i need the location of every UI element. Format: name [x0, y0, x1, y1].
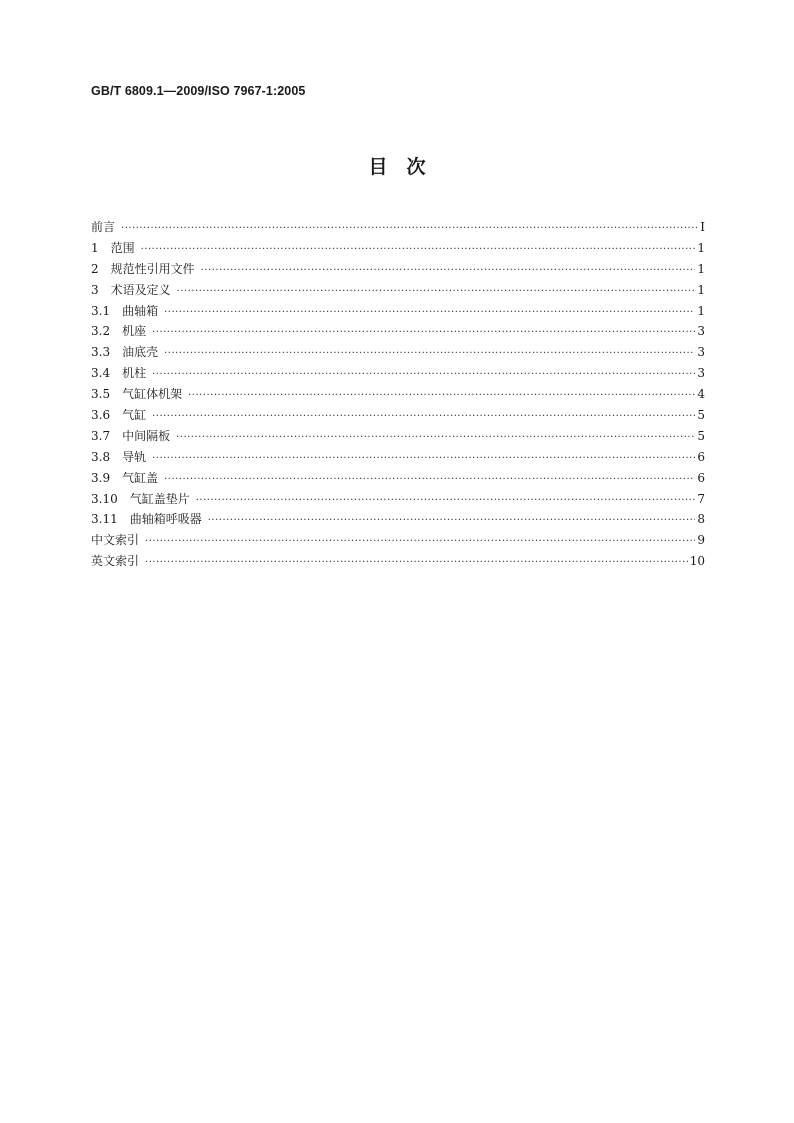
- toc-leader-dots: [145, 536, 695, 547]
- toc-entry-page: 1: [697, 282, 705, 297]
- toc-leader-dots: [164, 474, 695, 485]
- toc-entry-page: 5: [697, 428, 705, 443]
- toc-entry-label: 英文索引: [91, 554, 140, 569]
- toc-entry-label: 3.1 曲轴箱: [91, 303, 159, 318]
- toc-entry-page: 9: [697, 533, 705, 548]
- toc-entry-3-1[interactable]: [91, 302, 705, 323]
- toc-entry-page: 6: [697, 449, 705, 464]
- toc-entry-3-5[interactable]: [91, 385, 705, 406]
- toc-leader-dots: [152, 453, 695, 464]
- toc-entry-label: 2 规范性引用文件: [91, 261, 195, 276]
- toc-entry-scope[interactable]: [91, 239, 705, 260]
- standard-number: GB/T 6809.1—2009/ISO 7967-1:2005: [91, 84, 306, 98]
- toc-entry-page: 6: [697, 470, 705, 485]
- toc-entry-label: 3.8 导轨: [91, 449, 147, 464]
- toc-entry-label: 3.2 机座: [91, 324, 147, 339]
- toc-entry-page: 4: [697, 387, 705, 402]
- toc-leader-dots: [141, 244, 696, 255]
- toc-leader-dots: [121, 223, 698, 234]
- toc-entry-page: 1: [697, 261, 705, 276]
- toc-entry-3-11[interactable]: [91, 510, 705, 531]
- toc-entry-label: 3.3 油底壳: [91, 345, 159, 360]
- toc-entry-foreword[interactable]: [91, 218, 705, 239]
- toc-entry-label: 3.4 机柱: [91, 366, 147, 381]
- toc-entry-page: 1: [697, 240, 705, 255]
- toc-leader-dots: [208, 515, 696, 526]
- page-title: 目 次: [368, 156, 426, 178]
- toc-entry-page: 3: [697, 324, 705, 339]
- toc-entry-3-2[interactable]: [91, 322, 705, 343]
- table-of-contents: [91, 218, 705, 573]
- toc-entry-label: 3.6 气缸: [91, 408, 147, 423]
- toc-entry-terms-definitions[interactable]: [91, 281, 705, 302]
- toc-entry-chinese-index[interactable]: [91, 531, 705, 552]
- toc-leader-dots: [176, 432, 695, 443]
- toc-leader-dots: [152, 327, 695, 338]
- toc-entry-label: 中文索引: [91, 533, 140, 548]
- toc-entry-label: 3 术语及定义: [91, 282, 171, 297]
- toc-leader-dots: [152, 369, 695, 380]
- toc-entry-label: 3.5 气缸体机架: [91, 387, 183, 402]
- toc-entry-page: 8: [697, 512, 705, 527]
- toc-entry-label: 前言: [91, 220, 116, 234]
- toc-entry-3-10[interactable]: [91, 490, 705, 511]
- toc-leader-dots: [196, 495, 696, 506]
- toc-entry-page: 3: [697, 345, 705, 360]
- toc-leader-dots: [201, 265, 696, 276]
- toc-entry-label: 1 范围: [91, 240, 135, 255]
- toc-entry-label: 3.10 气缸盖垫片: [91, 491, 190, 506]
- toc-leader-dots: [145, 557, 688, 568]
- toc-entry-label: 3.9 气缸盖: [91, 470, 159, 485]
- toc-entry-normative-references[interactable]: [91, 260, 705, 281]
- toc-entry-english-index[interactable]: [91, 552, 705, 573]
- toc-leader-dots: [188, 390, 695, 401]
- toc-leader-dots: [164, 307, 695, 318]
- toc-entry-page: 3: [697, 366, 705, 381]
- toc-entry-3-8[interactable]: [91, 448, 705, 469]
- toc-entry-label: 3.7 中间隔板: [91, 428, 171, 443]
- toc-entry-label: 3.11 曲轴箱呼吸器: [91, 512, 202, 527]
- toc-entry-3-6[interactable]: [91, 406, 705, 427]
- toc-leader-dots: [152, 411, 695, 422]
- toc-entry-3-7[interactable]: [91, 427, 705, 448]
- toc-leader-dots: [164, 348, 695, 359]
- toc-entry-page: 5: [697, 408, 705, 423]
- toc-entry-3-4[interactable]: [91, 364, 705, 385]
- toc-entry-page: 7: [697, 491, 705, 506]
- toc-entry-page: 10: [689, 554, 705, 569]
- toc-entry-3-9[interactable]: [91, 469, 705, 490]
- toc-entry-page: Ⅰ: [700, 220, 705, 234]
- toc-entry-page: 1: [697, 303, 705, 318]
- toc-entry-3-3[interactable]: [91, 343, 705, 364]
- toc-leader-dots: [177, 286, 696, 297]
